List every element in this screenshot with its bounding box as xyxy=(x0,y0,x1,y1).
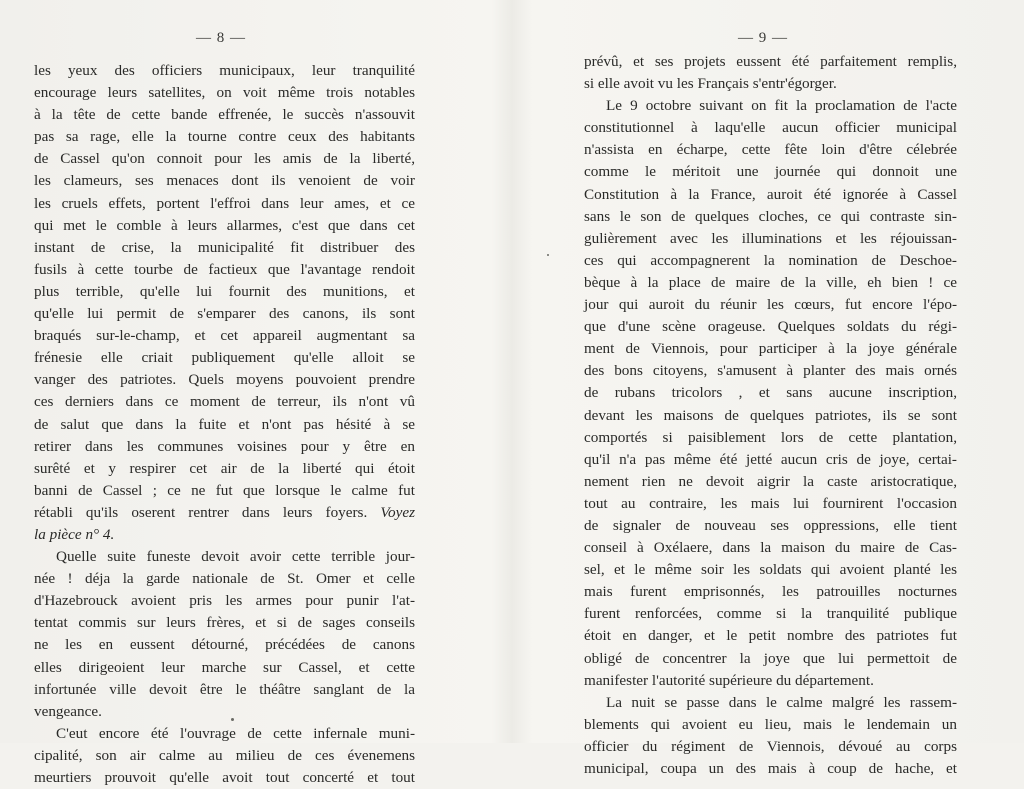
text-line: tentat commis sur leurs frères, et si de sages conseils xyxy=(34,614,415,632)
text-line: vanger des patriotes. Quels moyens pouvoient prendre xyxy=(34,371,415,389)
text-line-with-reference xyxy=(34,502,415,524)
text-line: blements qui avoient eu lieu, mais le lendemain un xyxy=(584,715,957,733)
text-line: furent renforcées, comme si la tranquilité publique xyxy=(584,605,957,623)
text-line: Quelle suite funeste devoit avoir cette terrible jour- xyxy=(56,548,415,566)
text-line: les cruels effets, portent l'effroi dans leur ames, et ce xyxy=(34,194,415,212)
left-page xyxy=(0,0,512,786)
text-line: retirer dans les communes voisines pour y être en xyxy=(34,437,415,455)
text-line: encourage leurs satellites, on voit même trois notables xyxy=(34,84,415,102)
text-line: braqués sur-le-champ, et cet appareil augmentant sa xyxy=(34,327,415,345)
text-line: plus terrible, qu'elle lui fournit des munitions, et xyxy=(34,282,415,300)
text-line: des bons citoyens, s'amusent à planter des mais ornés xyxy=(584,362,957,380)
text-line: les yeux des officiers municipaux, leur tranquilité xyxy=(34,62,415,79)
text-line: bèque à la place de maire de la ville, eh bien ! ce xyxy=(584,273,957,291)
text-line: la pièce n° 4. xyxy=(34,525,115,543)
text-line: comme le méritoit une journée qui donnoit une xyxy=(584,163,957,181)
text-line-body: rétabli qu'ils oserent rentrer dans leurs foyers. xyxy=(34,503,368,521)
text-line: banni de Cassel ; ce ne fut que lorsque le calme fut xyxy=(34,481,415,499)
ink-speck xyxy=(547,254,549,256)
page-number-right: — 9 — xyxy=(738,30,788,46)
text-line: municipal, coupa un des mais à coup de hache, et xyxy=(584,760,957,777)
text-line: tout au contraire, les mais lui fournirent l'occasion xyxy=(584,494,957,512)
text-line: qui met le comble à leurs allarmes, c'est que dans cet xyxy=(34,216,415,234)
text-line: ces qui accompagnerent la nomination de Deschoe- xyxy=(584,251,957,269)
text-line: de rubans tricolors , et sans aucune inscription, xyxy=(584,384,957,402)
text-line: née ! déja la garde nationale de St. Omer et celle xyxy=(34,570,415,588)
text-line: qu'elle lui permit de s'emparer des canons, ils sont xyxy=(34,305,415,323)
text-line: mais furent emprisonnés, les patrouilles nocturnes xyxy=(584,583,957,601)
text-line: devant les maisons de quelques patriotes, ils se sont xyxy=(584,406,957,424)
text-line: si elle avoit vu les Français s'entr'égorger. xyxy=(584,75,837,93)
ink-speck xyxy=(231,718,234,721)
text-line: prévû, et ses projets eussent été parfaitement remplis, xyxy=(584,53,957,70)
text-line: Le 9 octobre suivant on fit la proclamation de l'acte xyxy=(606,97,957,115)
text-line: nement rien ne devoit aigrir la caste aristocratique, xyxy=(584,472,957,490)
text-line: Constitution à la France, auroit été ignorée à Cassel xyxy=(584,185,957,203)
text-line: gulièrement avec les illuminations et les réjouissan- xyxy=(584,229,957,247)
text-line: de Cassel qu'on connoit pour les amis de la liberté, xyxy=(34,150,415,168)
text-line: cipalité, son air calme au milieu de ces évenemens xyxy=(34,746,415,764)
text-line: pas sa rage, elle la tourne contre ceux des habitants xyxy=(34,128,415,146)
text-line: étoit en danger, et le petit nombre des patriotes fut xyxy=(584,627,957,645)
text-line: jour qui auroit du réunir les cœurs, fut encore l'épo- xyxy=(584,296,957,314)
text-line: surêté et y respirer cet air de la liberté qui étoit xyxy=(34,459,415,477)
right-page-text xyxy=(584,51,957,780)
text-line: fusils à cette tourbe de factieux que l'avantage rendoit xyxy=(34,260,415,278)
text-line: d'Hazebrouck avoient pris les armes pour punir l'at- xyxy=(34,592,415,610)
text-line: qu'il n'a pas même été jetté aucun cris de joye, certai- xyxy=(584,450,957,468)
text-line: sans le son de quelques cloches, ce qui contraste sin- xyxy=(584,207,957,225)
text-line: meurtiers prouvoit qu'elle avoit tout concerté et tout xyxy=(34,769,415,786)
italic-reference: Voyez xyxy=(380,503,415,521)
text-line: que d'une scène orageuse. Quelques soldats du régi- xyxy=(584,318,957,336)
text-line: C'eut encore été l'ouvrage de cette infernale muni- xyxy=(56,724,415,742)
text-line: ne les en eussent détourné, précédées de canons xyxy=(34,636,415,654)
left-page-text xyxy=(34,60,415,789)
text-line: manifester l'autorité supérieure du département. xyxy=(584,671,874,689)
text-line: sel, et le même soir les soldats qui avoient planté les xyxy=(584,561,957,579)
text-line: n'assista en écharpe, cette fête loin d'être célebrée xyxy=(584,141,957,159)
text-line: obligé de concentrer la joye que lui permettoit de xyxy=(584,649,957,667)
text-line: ment de Viennois, pour participer à la joye générale xyxy=(584,340,957,358)
text-line: La nuit se passe dans le calme malgré les rassem- xyxy=(606,693,957,711)
page-number-left: — 8 — xyxy=(196,30,246,46)
text-line: ces derniers dans ce moment de terreur, ils n'ont vû xyxy=(34,393,415,411)
text-line: instant de crise, la municipalité fit distribuer des xyxy=(34,238,415,256)
text-line: frénesie elle criait publiquement qu'elle alloit se xyxy=(34,349,415,367)
text-line: les clameurs, ses menaces dont ils venoient de voir xyxy=(34,172,415,190)
right-page xyxy=(512,0,1024,777)
text-line: vengeance. xyxy=(34,702,102,720)
text-line: comportés si paisiblement lors de cette plantation, xyxy=(584,428,957,446)
text-line: constitutionnel à laqu'elle aucun officier municipal xyxy=(584,119,957,137)
text-line: conseil à Oxélaere, dans la maison du maire de Cas- xyxy=(584,539,957,557)
text-line: de signaler de nouveau ses oppressions, elle tient xyxy=(584,516,957,534)
text-line: de salut que dans la fuite et n'ont pas hésité à se xyxy=(34,415,415,433)
text-line: officier du régiment de Viennois, dévoué au corps xyxy=(584,737,957,755)
text-line: elles dirigeoient leur marche sur Cassel, et cette xyxy=(34,658,415,676)
text-line: à la tête de cette bande effrenée, le succès n'assouvit xyxy=(34,106,415,124)
text-line: infortunée ville devoit être le théâtre sanglant de la xyxy=(34,680,415,698)
